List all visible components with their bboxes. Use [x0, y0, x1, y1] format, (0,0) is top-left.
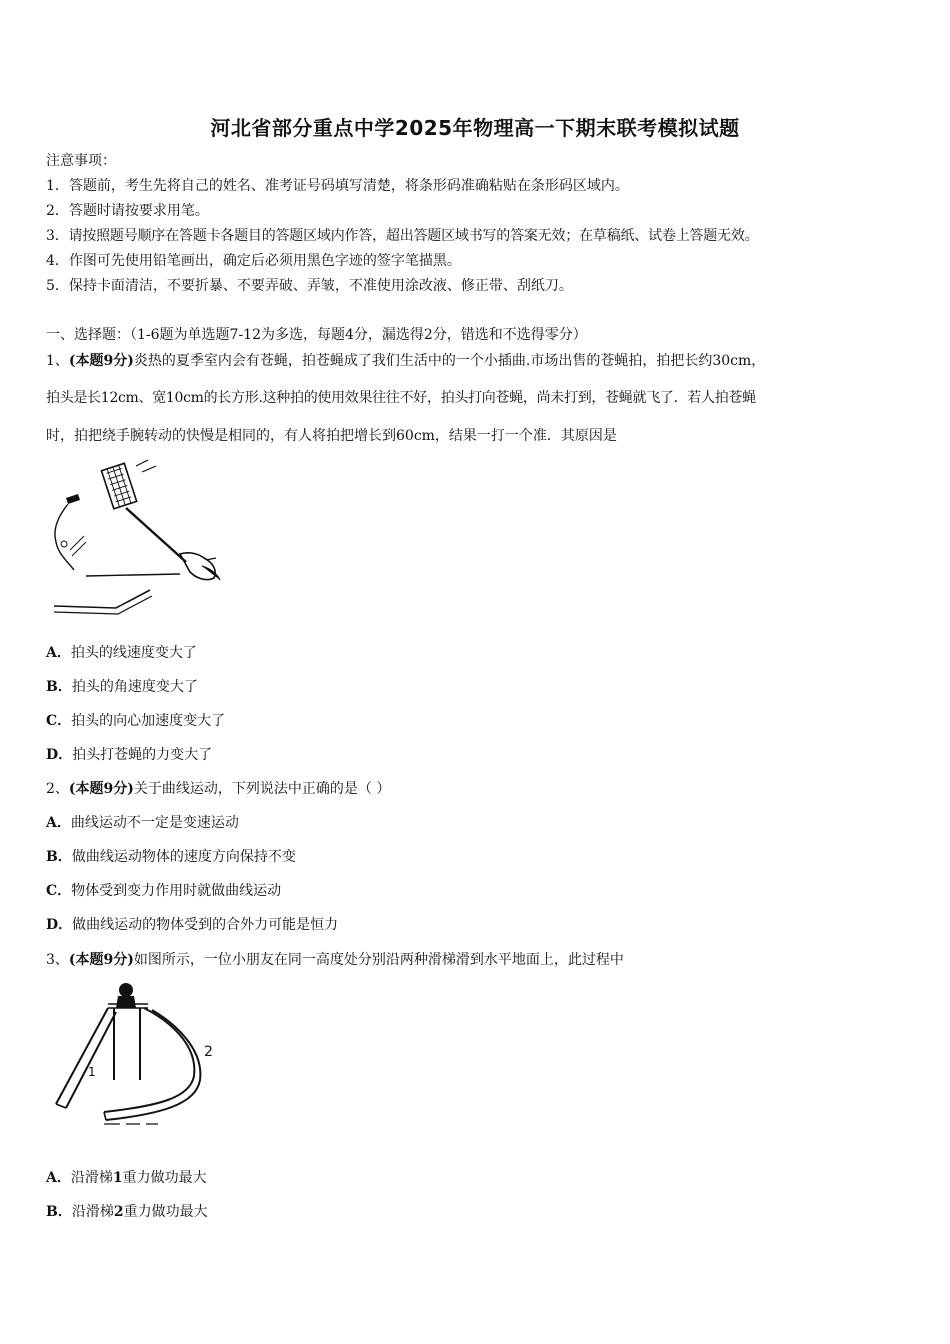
option-number: 2	[113, 1204, 124, 1220]
option-text: 拍头打苍蝇的力变大了	[72, 747, 213, 763]
option-letter: C．	[46, 883, 72, 899]
option-letter: D．	[46, 747, 73, 763]
question-1-option-c[interactable]	[46, 711, 225, 731]
question-1-line-3: 时，拍把绕手腕转动的快慢是相同的，有人将拍把增长到60cm，结果一打一个准．其原因是	[46, 428, 617, 444]
question-1-option-d[interactable]	[46, 745, 212, 765]
option-text: 做曲线运动的物体受到的合外力可能是恒力	[72, 917, 339, 933]
question-3-option-a[interactable]	[46, 1168, 207, 1188]
option-letter: B．	[46, 679, 72, 695]
note-item-1: 1．答题前，考生先将自己的姓名、准考证号码填写清楚，将条形码准确粘贴在条形码区域内。	[46, 178, 629, 194]
option-letter: A．	[46, 1170, 71, 1186]
question-3-number: 3、	[46, 952, 69, 968]
question-1-text-1: 炎热的夏季室内会有苍蝇，拍苍蝇成了我们生活中的一个小插曲.市场出售的苍蝇拍，拍把长约30cm，	[133, 353, 766, 369]
question-3-option-b[interactable]	[46, 1202, 208, 1222]
option-letter: B．	[46, 1204, 72, 1220]
question-2-tag: (本题9分)	[68, 781, 134, 797]
question-3-text: 如图所示，一位小朋友在同一高度处分别沿两种滑梯滑到水平地面上，此过程中	[133, 952, 624, 968]
option-text: 重力做功最大	[123, 1204, 208, 1220]
question-2-line	[46, 779, 390, 799]
flyswatter-figure	[46, 458, 236, 618]
option-number: 1	[112, 1170, 123, 1186]
slide-label-1: 1	[88, 1065, 96, 1079]
page-title: 河北省部分重点中学2025年物理高一下期末联考模拟试题	[210, 116, 740, 140]
question-2-option-c[interactable]	[46, 881, 281, 901]
option-text: 曲线运动不一定是变速运动	[70, 815, 239, 831]
question-2-option-d[interactable]	[46, 915, 338, 935]
question-1-line-2: 拍头是长12cm、宽10cm的长方形.这种拍的使用效果往往不好，拍头打向苍蝇，尚未打到，苍蝇就飞了．若人拍苍蝇	[46, 390, 756, 406]
option-letter: D．	[46, 917, 73, 933]
question-1-option-a[interactable]	[46, 643, 197, 663]
question-2-text: 关于曲线运动，下列说法中正确的是（ ）	[133, 781, 391, 797]
option-text-prefix: 沿滑梯	[70, 1170, 113, 1186]
note-item-5: 5．保持卡面清洁，不要折暴、不要弄破、弄皱，不准使用涂改液、修正带、刮纸刀。	[46, 278, 573, 294]
note-item-4: 4．作图可先使用铅笔画出，确定后必须用黑色字迹的签字笔描黑。	[46, 253, 461, 269]
slide-figure	[48, 980, 228, 1130]
option-text-prefix: 沿滑梯	[71, 1204, 114, 1220]
question-3-tag: (本题9分)	[68, 952, 134, 968]
question-2-number: 2、	[46, 781, 69, 797]
question-1-line-1	[46, 351, 765, 371]
option-text: 做曲线运动物体的速度方向保持不变	[71, 849, 296, 865]
option-text: 拍头的角速度变大了	[71, 679, 198, 695]
option-text: 物体受到变力作用时就做曲线运动	[71, 883, 282, 899]
note-item-3: 3．请按照题号顺序在答题卡各题目的答题区域内作答，超出答题区域书写的答案无效；在草稿纸、试卷上答题无效。	[46, 228, 759, 244]
option-letter: C．	[46, 713, 72, 729]
question-1-option-b[interactable]	[46, 677, 198, 697]
question-2-option-a[interactable]	[46, 813, 239, 833]
option-text: 拍头的线速度变大了	[70, 645, 197, 661]
question-3-line	[46, 950, 624, 970]
question-1-tag: (本题9分)	[68, 353, 134, 369]
question-1-number: 1、	[46, 353, 69, 369]
question-2-option-b[interactable]	[46, 847, 296, 867]
option-letter: A．	[46, 645, 71, 661]
notes-heading: 注意事项：	[46, 153, 116, 169]
option-letter: B．	[46, 849, 72, 865]
slide-label-2: 2	[204, 1044, 213, 1060]
section-heading: 一、选择题：（1-6题为单选题7-12为多选，每题4分，漏选得2分，错选和不选得零分）	[46, 327, 587, 343]
option-text: 拍头的向心加速度变大了	[71, 713, 226, 729]
option-letter: A．	[46, 815, 71, 831]
option-text: 重力做功最大	[122, 1170, 207, 1186]
note-item-2: 2．答题时请按要求用笔。	[46, 203, 209, 219]
